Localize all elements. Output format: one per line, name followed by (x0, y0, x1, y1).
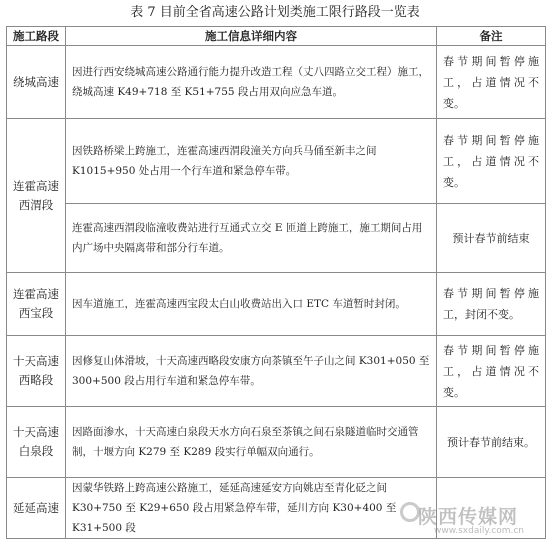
row-section: 连霍高速西渭段 (7, 119, 66, 273)
table-row (7, 336, 546, 407)
row-detail: 因车道施工，连霍高速西宝段太白山收费站出入口 ETC 车道暂时封闭。 (66, 273, 437, 336)
row-section: 十天高速西略段 (7, 336, 66, 407)
watermark-text: 陕西传媒网 (418, 506, 519, 528)
row-section: 十天高速白泉段 (7, 407, 66, 478)
row-section: 绕城高速 (7, 46, 66, 119)
table-row (7, 46, 546, 119)
construction-table (6, 26, 546, 539)
table-row (7, 273, 546, 336)
row-detail: 连霍高速西渭段临潼收费站进行互通式立交 E 匝道上跨施工，施工期间占用内广场中央隔离带和部分行车道。 (66, 204, 437, 273)
header-section: 施工路段 (7, 27, 66, 46)
table-row (7, 119, 546, 204)
table-row (7, 478, 546, 539)
row-note: 预计春节前结束 (437, 204, 546, 273)
row-note: 春节期间暂停施工，占道情况不变。 (437, 46, 546, 119)
table-row (7, 407, 546, 478)
header-note: 备注 (437, 27, 546, 46)
row-detail: 因路面渗水，十天高速白泉段天水方向石泉至茶镇之间石泉隧道临时交通管制，十堰方向 K279 至 K289 段实行单幅双向通行。 (66, 407, 437, 478)
row-section: 延延高速 (7, 478, 66, 539)
header-detail: 施工信息详细内容 (66, 27, 437, 46)
row-detail: 因修复山体滑坡，十天高速西略段安康方向茶镇至午子山之间 K301+050 至 300+500 段占用行车道和紧急停车带。 (66, 336, 437, 407)
row-note (437, 478, 546, 539)
row-detail: 因进行西安绕城高速公路通行能力提升改造工程（丈八四路立交工程）施工，绕城高速 K49+718 至 K51+755 段占用双向应急车道。 (66, 46, 437, 119)
row-note: 春节期间暂停施工，占道情况不变。 (437, 336, 546, 407)
row-detail: 因铁路桥梁上跨施工，连霍高速西渭段潼关方向兵马俑至新丰之间 K1015+950 处占用一个行车道和紧急停车带。 (66, 119, 437, 204)
table-header-row (7, 27, 546, 46)
watermark-url: www.sxdaily.com.cn (434, 526, 524, 536)
table-row (7, 204, 546, 273)
table-title: 表 7 目前全省高速公路计划类施工限行路段一览表 (130, 5, 420, 20)
row-note: 预计春节前结束。 (437, 407, 546, 478)
row-note: 春节期间暂停施工，占道情况不变。 (437, 119, 546, 204)
row-section: 连霍高速西宝段 (7, 273, 66, 336)
row-detail: 因蒙华铁路上跨高速公路施工，延延高速延安方向姚店至青化砭之间 K30+750 至 K29+650 段占用紧急停车带，延川方向 K30+400 至 K31+500 段 (66, 478, 437, 539)
row-note: 春节期间暂停施工，封闭不变。 (437, 273, 546, 336)
